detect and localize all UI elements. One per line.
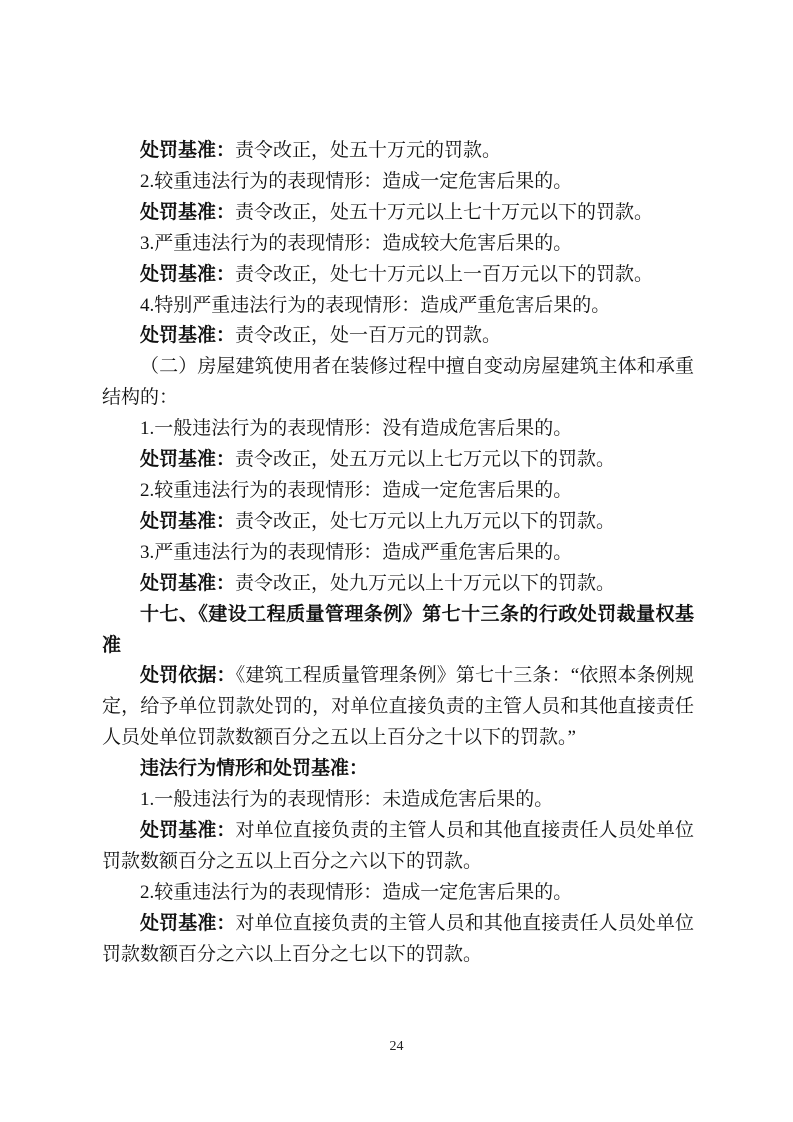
paragraph bbox=[102, 476, 694, 507]
paragraph bbox=[102, 785, 694, 816]
paragraph-text: 1.一般违法行为的表现情形：没有造成危害后果的。 bbox=[140, 418, 573, 440]
paragraph bbox=[102, 816, 694, 878]
paragraph-text: 1.一般违法行为的表现情形：未造成危害后果的。 bbox=[140, 789, 554, 811]
paragraph-text: 责令改正，处五十万元以上七十万元以下的罚款。 bbox=[235, 201, 654, 223]
paragraph-text: 责令改正，处七十万元以上一百万元以下的罚款。 bbox=[235, 263, 654, 285]
paragraph-text: 责令改正，处一百万元的罚款。 bbox=[235, 325, 502, 347]
paragraph-text: 3.严重违法行为的表现情形：造成严重危害后果的。 bbox=[140, 541, 573, 563]
paragraph bbox=[102, 538, 694, 569]
paragraph bbox=[102, 414, 694, 445]
paragraph-text: 2.较重违法行为的表现情形：造成一定危害后果的。 bbox=[140, 170, 573, 192]
paragraph bbox=[102, 229, 694, 260]
paragraph-text: 《建筑工程质量管理条例》第七十三条：“依照本条例规定，给予单位罚款处罚的，对单位直接负责的主管人员和其他直接责任人员处单位罚款数额百分之五以上百分之十以下的罚款。” bbox=[102, 665, 694, 749]
paragraph bbox=[102, 198, 694, 229]
paragraph-text: （二）房屋建筑使用者在装修过程中擅自变动房屋建筑主体和承重结构的： bbox=[102, 356, 694, 409]
paragraph-label: 处罚基准： bbox=[140, 140, 236, 161]
paragraph-text: 3.严重违法行为的表现情形：造成较大危害后果的。 bbox=[140, 232, 573, 254]
page-number: 24 bbox=[389, 1039, 404, 1054]
paragraph-label: 处罚基准： bbox=[140, 572, 236, 594]
paragraph-label: 处罚依据： bbox=[140, 665, 236, 687]
paragraph-text: 责令改正，处五万元以上七万元以下的罚款。 bbox=[235, 449, 616, 471]
paragraph-label: 处罚基准： bbox=[140, 201, 236, 223]
document-content bbox=[102, 136, 694, 970]
paragraph bbox=[102, 167, 694, 198]
paragraph bbox=[102, 507, 694, 538]
paragraph-text: 4.特别严重违法行为的表现情形：造成严重危害后果的。 bbox=[140, 294, 611, 316]
paragraph-label: 处罚基准： bbox=[140, 263, 236, 285]
paragraph bbox=[102, 136, 694, 167]
paragraph-label: 处罚基准： bbox=[140, 819, 236, 841]
paragraph-text: 责令改正，处九万元以上十万元以下的罚款。 bbox=[235, 572, 616, 594]
paragraph-text: 责令改正，处七万元以上九万元以下的罚款。 bbox=[235, 510, 616, 532]
paragraph-label: 处罚基准： bbox=[140, 325, 236, 347]
paragraph bbox=[102, 878, 694, 909]
paragraph-label: 处罚基准： bbox=[140, 912, 236, 934]
paragraph bbox=[102, 445, 694, 476]
paragraph-label: 十七、《建设工程质量管理条例》第七十三条的行政处罚裁量权基准 bbox=[102, 603, 694, 656]
paragraph bbox=[102, 661, 694, 754]
sub-heading bbox=[102, 754, 694, 785]
paragraph bbox=[102, 352, 694, 414]
paragraph-label: 处罚基准： bbox=[140, 510, 236, 532]
paragraph-text: 2.较重违法行为的表现情形：造成一定危害后果的。 bbox=[140, 881, 573, 903]
paragraph-label: 违法行为情形和处罚基准： bbox=[140, 758, 369, 780]
paragraph bbox=[102, 909, 694, 971]
paragraph-label: 处罚基准： bbox=[140, 449, 236, 471]
paragraph-text: 对单位直接负责的主管人员和其他直接责任人员处单位罚款数额百分之五以上百分之六以下的罚款。 bbox=[102, 819, 694, 872]
paragraph-text: 2.较重违法行为的表现情形：造成一定危害后果的。 bbox=[140, 479, 573, 501]
paragraph bbox=[102, 321, 694, 352]
paragraph bbox=[102, 260, 694, 291]
paragraph bbox=[102, 291, 694, 322]
paragraph-text: 责令改正，处五十万元的罚款。 bbox=[235, 140, 502, 161]
paragraph bbox=[102, 569, 694, 600]
paragraph-text: 对单位直接负责的主管人员和其他直接责任人员处单位罚款数额百分之六以上百分之七以下的罚款。 bbox=[102, 912, 694, 965]
section-heading bbox=[102, 600, 694, 662]
